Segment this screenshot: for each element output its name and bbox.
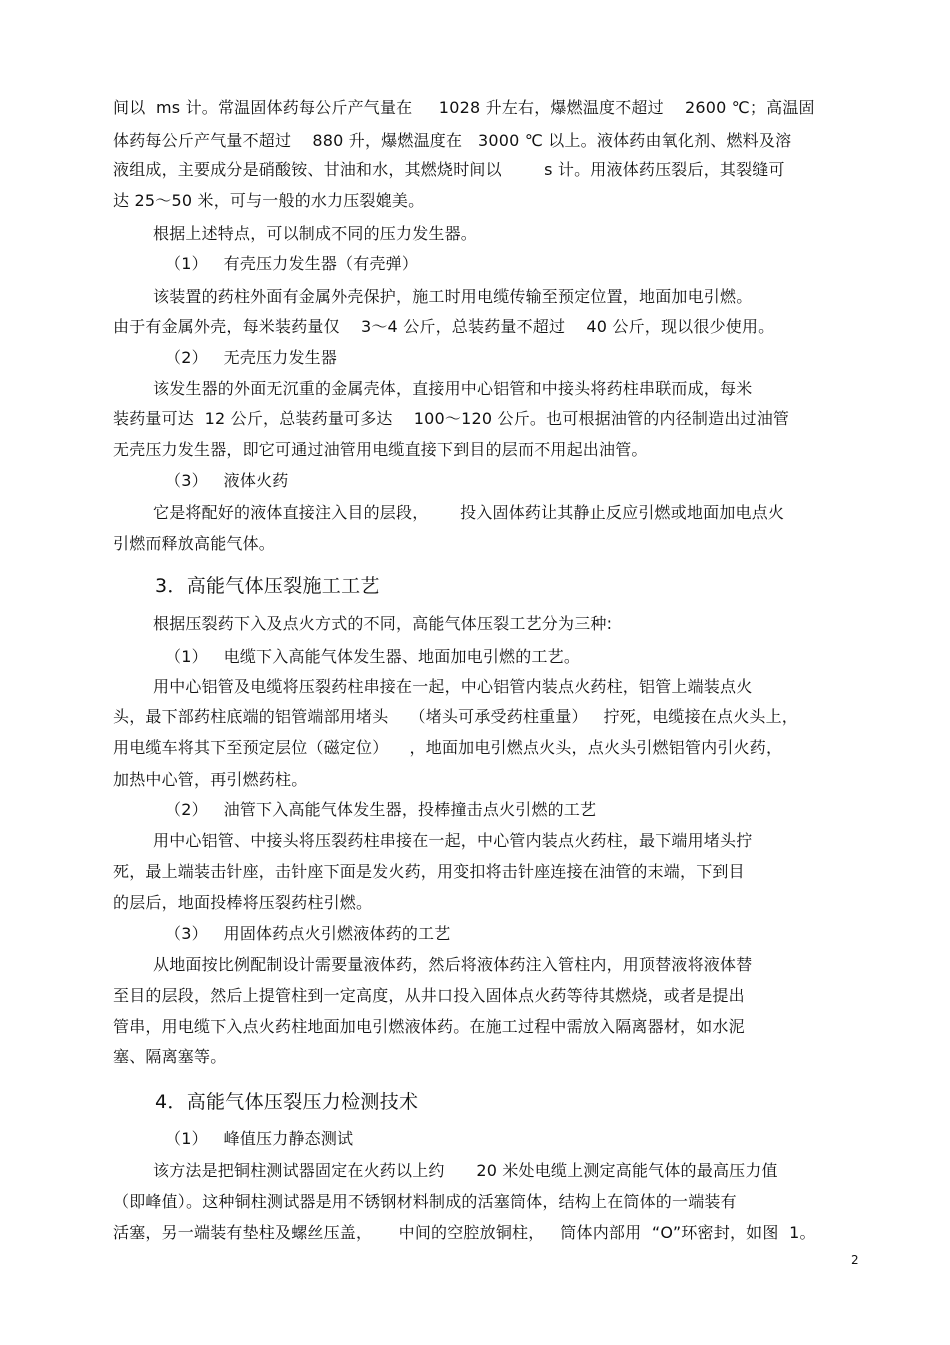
list-item-label: （2） 油管下入高能气体发生器，投棒撞击点火引燃的工艺: [165, 800, 597, 819]
text-line: （即峰值）。这种铜柱测试器是用不锈钢材料制成的活塞筒体，结构上在筒体的一端装有: [113, 1192, 737, 1211]
text-line: 根据上述特点，可以制成不同的压力发生器。: [153, 224, 478, 243]
list-item-label: （3） 用固体药点火引燃液体药的工艺: [165, 924, 451, 943]
text-line: 用中心铝管、中接头将压裂药柱串接在一起，中心管内装点火药柱，最下端用堵头拧: [153, 831, 753, 850]
text-line: 死，最上端装击针座，击针座下面是发火药，用变扣将击针座连接在油管的末端，下到目: [113, 862, 745, 881]
text-line: 用电缆车将其下至预定层位（磁定位） ，地面加电引燃点火头，点火头引燃铝管内引火药，: [113, 738, 783, 757]
list-item-label: （1） 电缆下入高能气体发生器、地面加电引燃的工艺。: [165, 647, 581, 666]
section-heading: 4．高能气体压裂压力检测技术: [155, 1091, 419, 1113]
text-line: 该发生器的外面无沉重的金属壳体，直接用中心铝管和中接头将药柱串联而成，每米: [153, 379, 753, 398]
text-line: 引燃而释放高能气体。: [113, 534, 276, 553]
text-line: 无壳压力发生器，即它可通过油管用电缆直接下到目的层而不用起出油管。: [113, 440, 648, 459]
text-line: 由于有金属外壳，每米装药量仅 3～4 公斤，总装药量不超过 40 公斤，现以很少使用。: [113, 317, 775, 336]
section-heading: 3．高能气体压裂施工工艺: [155, 575, 380, 597]
text-line: 管串，用电缆下入点火药柱地面加电引燃液体药。在施工过程中需放入隔离器材，如水泥: [113, 1017, 745, 1036]
text-line: 装药量可达 12 公斤，总装药量可多达 100～120 公斤。也可根据油管的内径制造出过油管: [113, 409, 790, 428]
text-line: 它是将配好的液体直接注入目的层段， 投入固体药让其静止反应引燃或地面加电点火: [153, 503, 785, 522]
text-line: 体药每公斤产气量不超过 880 升，爆燃温度在 3000 ℃ 以上。液体药由氧化剂、燃料及溶: [113, 131, 792, 150]
text-line: 加热中心管，再引燃药柱。: [113, 770, 308, 789]
list-item-label: （3） 液体火药: [165, 471, 289, 490]
text-line: 该装置的药柱外面有金属外壳保护，施工时用电缆传输至预定位置，地面加电引燃。: [153, 287, 753, 306]
text-line: 达 25～50 米，可与一般的水力压裂媲美。: [113, 191, 425, 210]
text-line: 塞、隔离塞等。: [113, 1047, 227, 1066]
text-line: 根据压裂药下入及点火方式的不同，高能气体压裂工艺分为三种:: [153, 614, 613, 633]
list-item-label: （1） 有壳压力发生器（有壳弹）: [165, 254, 419, 273]
text-line: 间以 ms 计。常温固体药每公斤产气量在 1028 升左右，爆燃温度不超过 2600 ℃；高温固: [113, 98, 815, 117]
text-line: 从地面按比例配制设计需要量液体药，然后将液体药注入管柱内，用顶替液将液体替: [153, 955, 753, 974]
page-number: 2: [851, 1253, 859, 1267]
list-item-label: （1） 峰值压力静态测试: [165, 1129, 354, 1148]
text-line: 的层后，地面投棒将压裂药柱引燃。: [113, 893, 373, 912]
text-line: 活塞，另一端装有垫柱及螺丝压盖， 中间的空腔放铜柱， 筒体内部用 “O”环密封，如图 1。: [113, 1223, 816, 1242]
text-line: 用中心铝管及电缆将压裂药柱串接在一起，中心铝管内装点火药柱，铝管上端装点火: [153, 677, 753, 696]
text-line: 该方法是把铜柱测试器固定在火药以上约 20 米处电缆上测定高能气体的最高压力值: [153, 1161, 778, 1180]
text-line: 头，最下部药柱底端的铝管端部用堵头 （堵头可承受药柱重量） 拧死，电缆接在点火头上，: [113, 707, 799, 726]
text-line: 液组成，主要成分是硝酸铵、甘油和水，其燃烧时间以 s 计。用液体药压裂后，其裂缝可: [113, 160, 785, 179]
text-line: 至目的层段，然后上提管柱到一定高度，从井口投入固体点火药等待其燃烧，或者是提出: [113, 986, 745, 1005]
list-item-label: （2） 无壳压力发生器: [165, 348, 338, 367]
